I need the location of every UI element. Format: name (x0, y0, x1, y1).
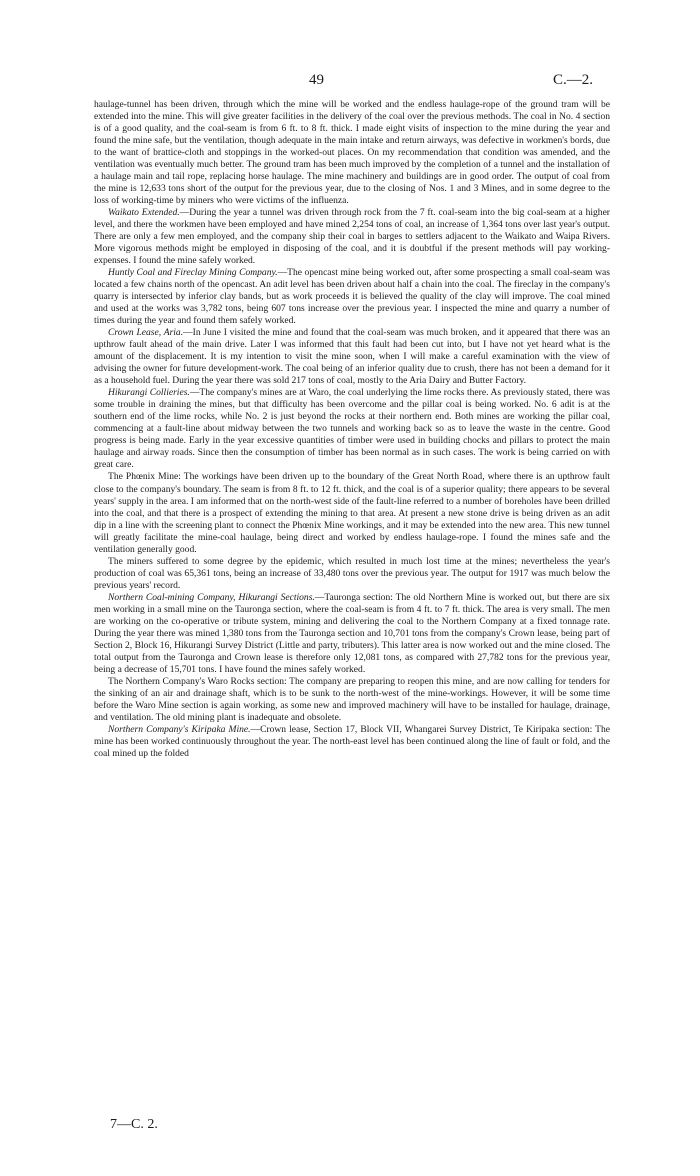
page-number: 49 (309, 72, 324, 88)
paragraph-text: —The company's mines are at Waro, the coal underlying the lime rocks there. As previously stated, there was some trouble in draining the mines, but that difficulty has been overcome and the pillar coal is being worked. No. 6 adit is at the southern end of the lime rocks, while No. 2 is just beyond the rocks at their northern end. Both mines are working the pillar coal, commencing at a fault-line about midway between the two tunnels and working back so as to leave the waste in the centre. Good progress is being made. Early in the year excessive quantities of timber were used in building chocks and pillars to protect the main haulage and airway roads. Since then the consumption of timber has been normal as in such cases. The work is being carried on with great care. (94, 387, 610, 471)
paragraph (94, 676, 610, 724)
page-header (0, 72, 700, 92)
paragraph-text: —In June I visited the mine and found that the coal-seam was much broken, and it appeared that there was an upthrow fault ahead of the main drive. Later I was informed that this fault had been cut into, but I have not yet heard what is the amount of the displacement. It is my intention to visit the mine soon, when I will make a careful examination with the view of advising the owner for future development-work. The coal being of an inferior quality due to crush, there has not been a demand for it as a household fuel. During the year there was sold 217 tons of coal, mostly to the Aria Dairy and Butter Factory. (94, 327, 610, 387)
paragraph-text: —The opencast mine being worked out, after some prospecting a small coal-seam was located a few chains north of the opencast. An adit level has been driven about half a chain into the coal. The fireclay in the company's quarry is intersected by inferior clay bands, but as work proceeds it is believed the quality of the clay will improve. The coal mined and used at the works was 3,782 tons, being 607 tons increase over the previous year. I inspected the mine and quarry a number of times during the year and found them safely worked. (94, 267, 610, 327)
section-heading: Waikato Extended. (108, 207, 180, 219)
section-heading: Hikurangi Collieries. (108, 387, 190, 399)
paper-reference: C.—2. (553, 72, 594, 88)
paragraph (94, 471, 610, 555)
paragraph (94, 556, 610, 592)
section-heading: Northern Company's Kiripaka Mine. (108, 723, 251, 735)
body-text (94, 99, 610, 760)
paragraph (94, 724, 610, 760)
page-footer: 7—C. 2. (110, 1117, 158, 1132)
paragraph-text: —During the year a tunnel was driven through rock from the 7 ft. coal-seam into the big coal-seam at a higher level, and there the workmen have been employed and have mined 2,254 tons of coal, an increase of 1,364 tons over last year's output. There are only a few men employed, and the company ship their coal in barges to settlers adjacent to the Waikato and Waipa Rivers. More vigorous methods might be employed in disposing of the coal, and it is doubtful if the present methods will pay working-expenses. I found the mine safely worked. (94, 207, 610, 267)
section-heading: Huntly Coal and Fireclay Mining Company. (108, 267, 278, 279)
paragraph-text: —Tauronga section: The old Northern Mine is worked out, but there are six men working in a small mine on the Tauronga section, where the coal-seam is from 4 ft. to 7 ft. thick. The area is very small. The men are working on the co-operative or tribute system, mining and delivering the coal to the Northern Company at a fixed tonnage rate. During the year there was mined 1,380 tons from the Tauronga section and 10,701 tons from the company's Crown lease, being part of Section 2, Block 16, Hikurangi Survey District (Little and party, tributers). This latter area is now worked out and the mine closed. The total output from the Tauronga and Crown lease is therefore only 12,081 tons, as compared with 27,782 tons for the previous year, being a decrease of 15,701 tons. I have found the mines safely worked. (94, 591, 610, 675)
paragraph (94, 327, 610, 387)
paragraph-text: The miners suffered to some degree by the epidemic, which resulted in much lost time at the mines; nevertheless the year's production of coal was 65,361 tons, being an increase of 33,480 tons over the previous year. The output for 1917 was much below the previous years' record. (94, 555, 610, 591)
paragraph (94, 99, 610, 207)
paragraph-text: The Phœnix Mine: The workings have been driven up to the boundary of the Great North Road, where there is an upthrow fault close to the company's boundary. The seam is from 8 ft. to 12 ft. thick, and the coal is of a superior quality; there appears to be several years' supply in the area. I am informed that on the north-west side of the fault-line referred to a number of boreholes have been drilled into the coal, and that there is a prospect of extending the mining to that area. At present a new stone drive is being driven as an adit dip in a line with the screening plant to connect the Phœnix Mine workings, and it may be extended into the new area. This new tunnel will greatly facilitate the mine-coal haulage, being direct and worked by endless haulage-rope. I found the mines safe and the ventilation generally good. (94, 471, 610, 555)
paragraph (94, 207, 610, 267)
paragraph (94, 592, 610, 676)
section-heading: Crown Lease, Aria. (108, 327, 184, 339)
paragraph-text: —Crown lease, Section 17, Block VII, Whangarei Survey District, Te Kiripaka section: The mine has been worked continuously throughout the year. The north-east level has been continued along the line of fault or fold, and the coal mined up the folded (94, 723, 611, 759)
paragraph-text: haulage-tunnel has been driven, through which the mine will be worked and the endless haulage-rope of the ground tram will be extended into the mine. This will give greater facilities in the delivery of the coal over the previous methods. The coal in No. 4 section is of a good quality, and the coal-seam is from 6 ft. to 8 ft. thick. I made eight visits of inspection to the mine during the year and found the mine safe, but the ventilation, though adequate in the main intake and return airways, was defective in workmen's bords, due to the want of brattice-cloth and stoppings in the worked-out places. On my recommendation that condition was amended, and the ventilation was eventually much better. The ground tram has been much improved by the completion of a tunnel and the installation of a haulage main and tail rope, replacing horse haulage. The mine machinery and buildings are in good order. The output of coal from the mine is 12,633 tons short of the output for the previous year, due to the closing of Nos. 1 and 3 Mines, and in some degree to the loss of working-time by miners who were victims of the influenza. (94, 99, 610, 207)
paragraph (94, 267, 610, 327)
section-heading: Northern Coal-mining Company, Hikurangi Sections. (108, 591, 315, 603)
paragraph (94, 387, 610, 471)
paragraph-text: The Northern Company's Waro Rocks section: The company are preparing to reopen this mine, and are now calling for tenders for the sinking of an air and drainage shaft, which is to be sunk to the north-west of the mine-workings. However, it will be some time before the Waro Mine section is again working, as some new and improved machinery will have to be installed for haulage, drainage, and ventilation. The old mining plant is inadequate and obsolete. (94, 675, 610, 723)
